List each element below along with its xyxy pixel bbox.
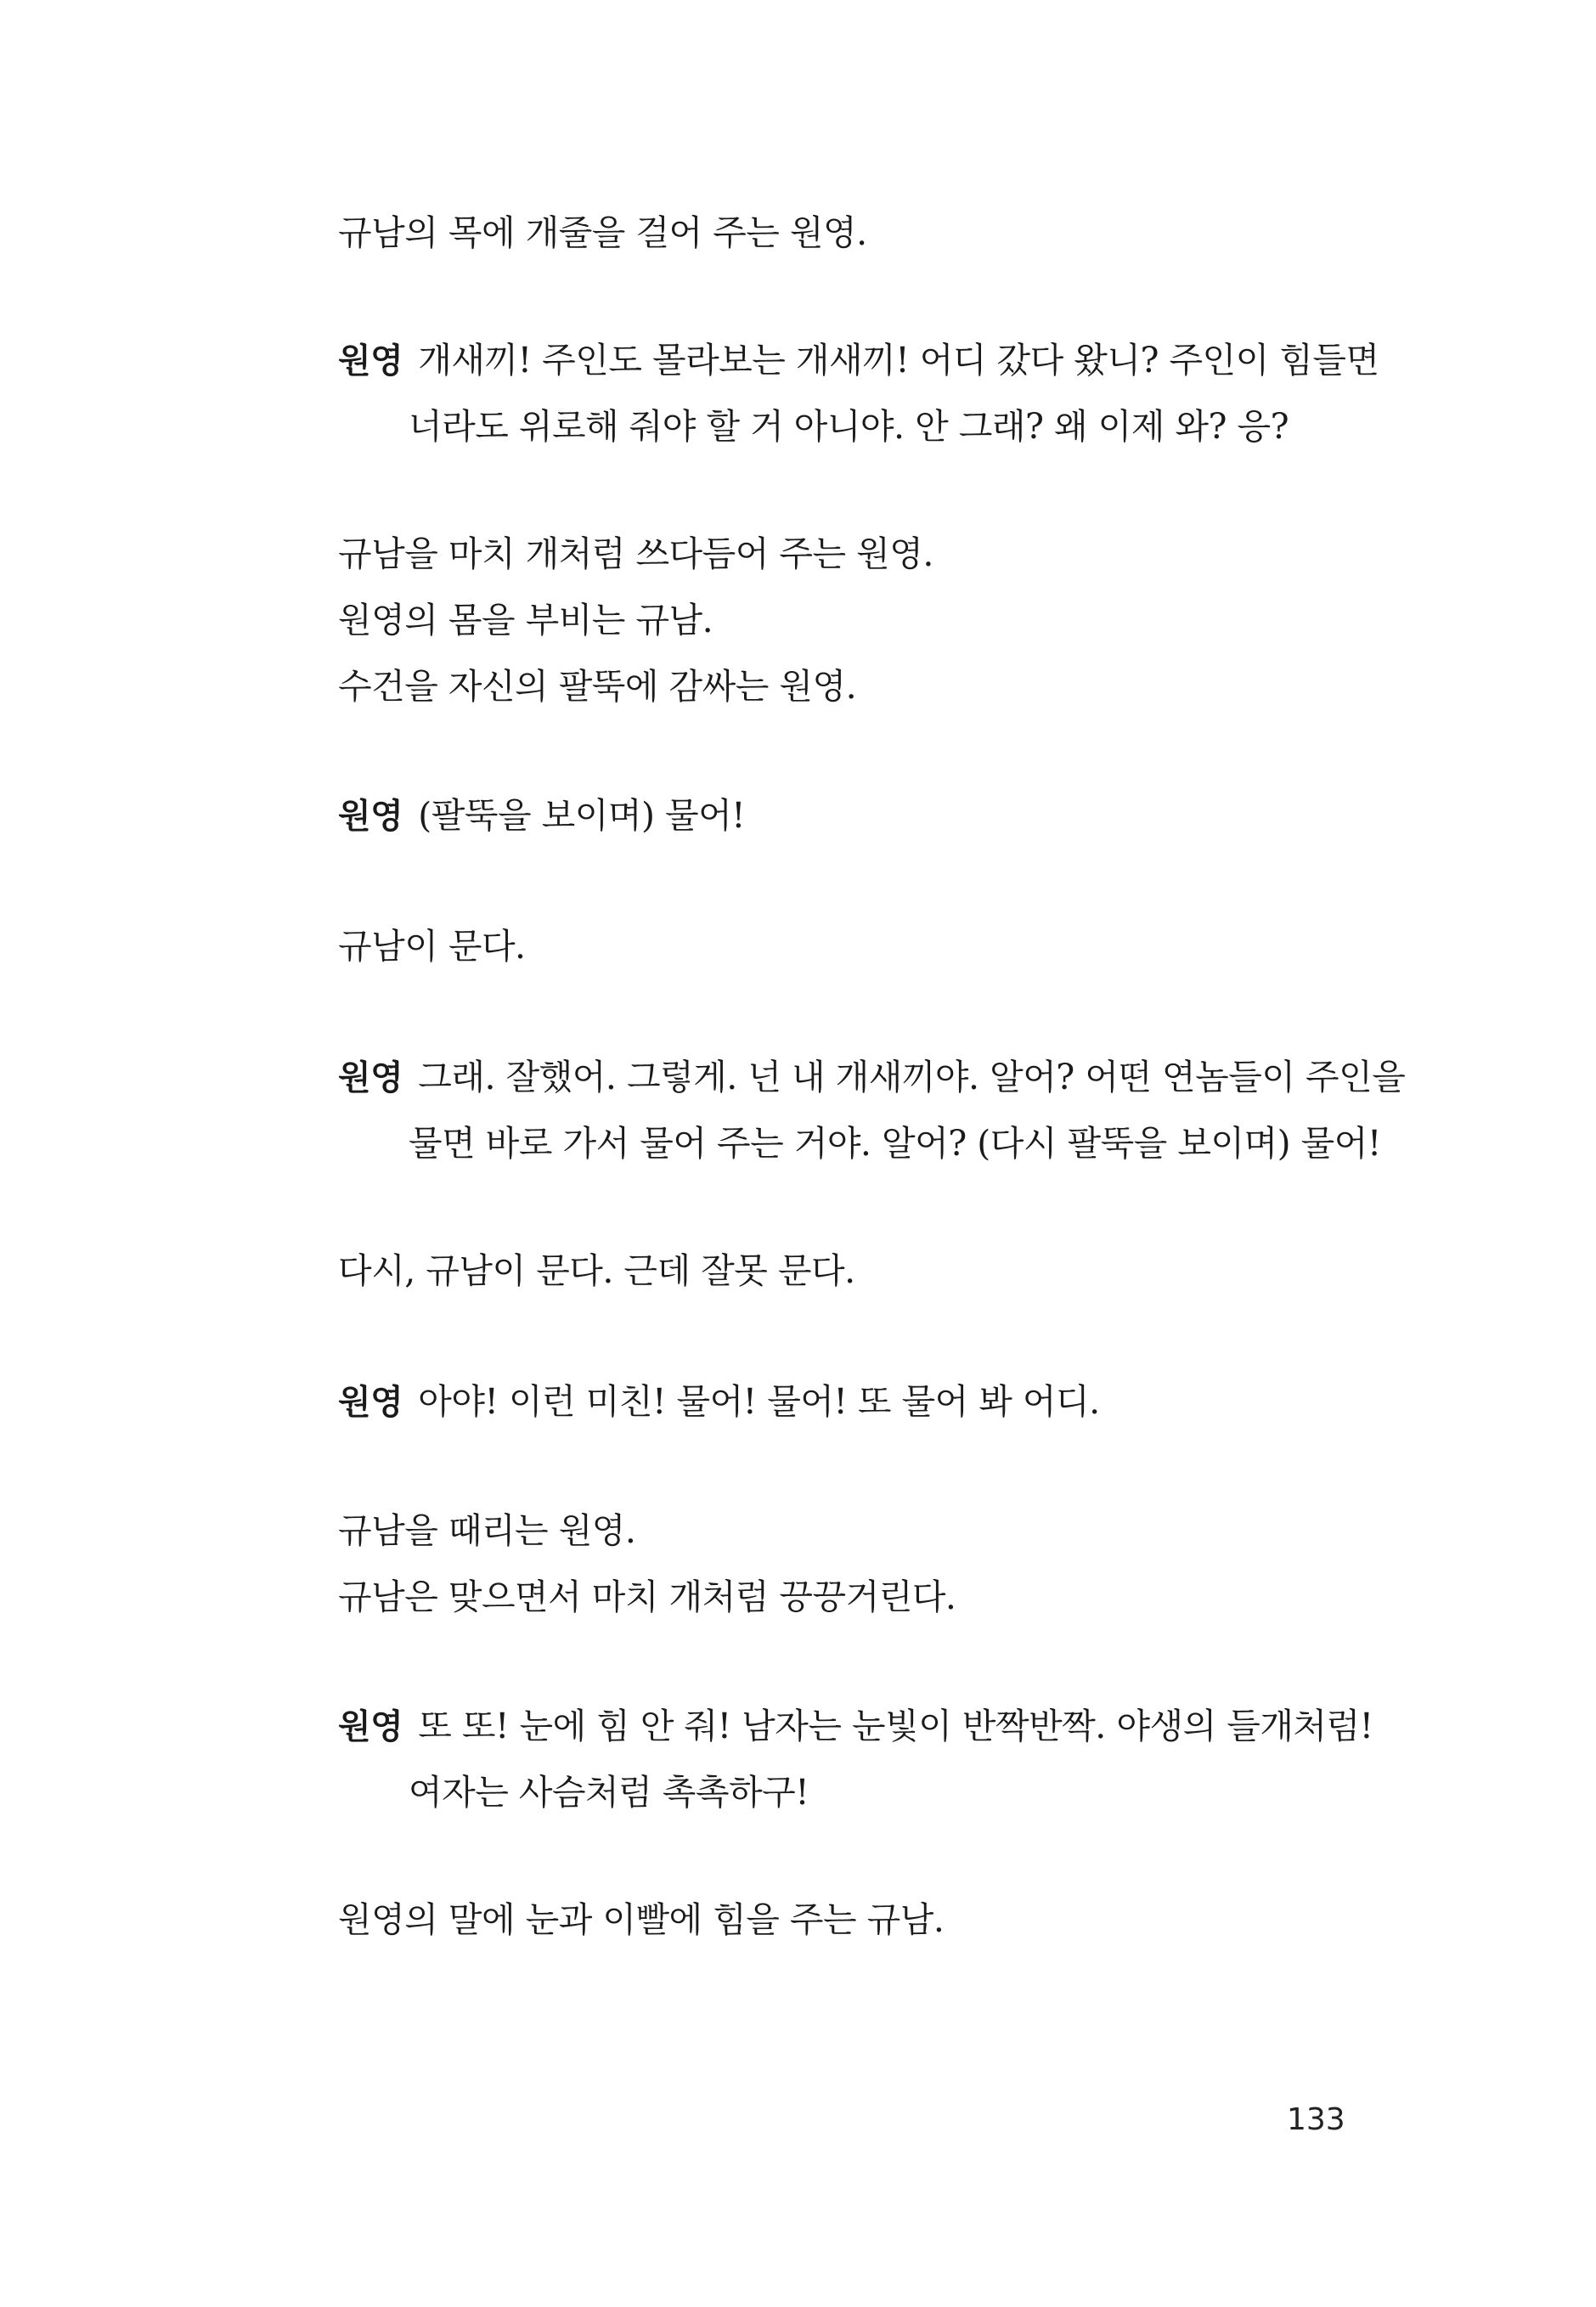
dialogue-line bbox=[338, 1057, 1406, 1097]
stage-direction: 수건을 자신의 팔뚝에 감싸는 원영. bbox=[338, 666, 857, 707]
stage-direction: 다시, 규남이 문다. 근데 잘못 문다. bbox=[338, 1250, 855, 1291]
dialogue-text: 개새끼! 주인도 몰라보는 개새끼! 어디 갔다 왔니? 주인이 힘들면 bbox=[418, 340, 1379, 381]
stage-direction: 규남의 목에 개줄을 걸어 주는 원영. bbox=[338, 212, 867, 253]
stage-direction: 원영의 몸을 부비는 규남. bbox=[338, 600, 713, 640]
stage-direction: 규남은 맞으면서 마치 개처럼 끙끙거린다. bbox=[338, 1577, 956, 1617]
dialogue-line bbox=[338, 1381, 1100, 1422]
stage-direction: 규남을 때리는 원영. bbox=[338, 1510, 636, 1551]
speaker-name: 원영 bbox=[338, 1707, 403, 1746]
stage-direction: 규남을 마치 개처럼 쓰다듬어 주는 원영. bbox=[338, 533, 933, 574]
dialogue-text: 그래. 잘했어. 그렇게. 넌 내 개새끼야. 알어? 어떤 연놈들이 주인을 bbox=[418, 1057, 1406, 1097]
dialogue-continuation: 여자는 사슴처럼 촉촉하구! bbox=[409, 1772, 809, 1813]
dialogue-text: (팔뚝을 보이며) 물어! bbox=[418, 795, 746, 836]
speaker-name: 원영 bbox=[338, 797, 403, 836]
dialogue-text: 아야! 이런 미친! 물어! 물어! 또 물어 봐 어디. bbox=[418, 1381, 1100, 1422]
dialogue-continuation: 너라도 위로해 줘야 할 거 아니야. 안 그래? 왜 이제 와? 응? bbox=[409, 406, 1289, 447]
dialogue-continuation: 물면 바로 가서 물어 주는 거야. 알어? (다시 팔뚝을 보이며) 물어! bbox=[409, 1123, 1381, 1164]
speaker-name: 원영 bbox=[338, 341, 403, 381]
dialogue-line bbox=[338, 1706, 1373, 1746]
stage-direction: 규남이 문다. bbox=[338, 926, 526, 967]
dialogue-line bbox=[338, 340, 1379, 381]
dialogue-line bbox=[338, 795, 746, 836]
speaker-name: 원영 bbox=[338, 1383, 403, 1422]
speaker-name: 원영 bbox=[338, 1058, 403, 1097]
stage-direction: 원영의 말에 눈과 이빨에 힘을 주는 규남. bbox=[338, 1899, 945, 1940]
dialogue-text: 또 또! 눈에 힘 안 줘! 남자는 눈빛이 반짝반짝. 야생의 들개처럼! bbox=[418, 1706, 1373, 1746]
page-number: 133 bbox=[1287, 2102, 1345, 2137]
